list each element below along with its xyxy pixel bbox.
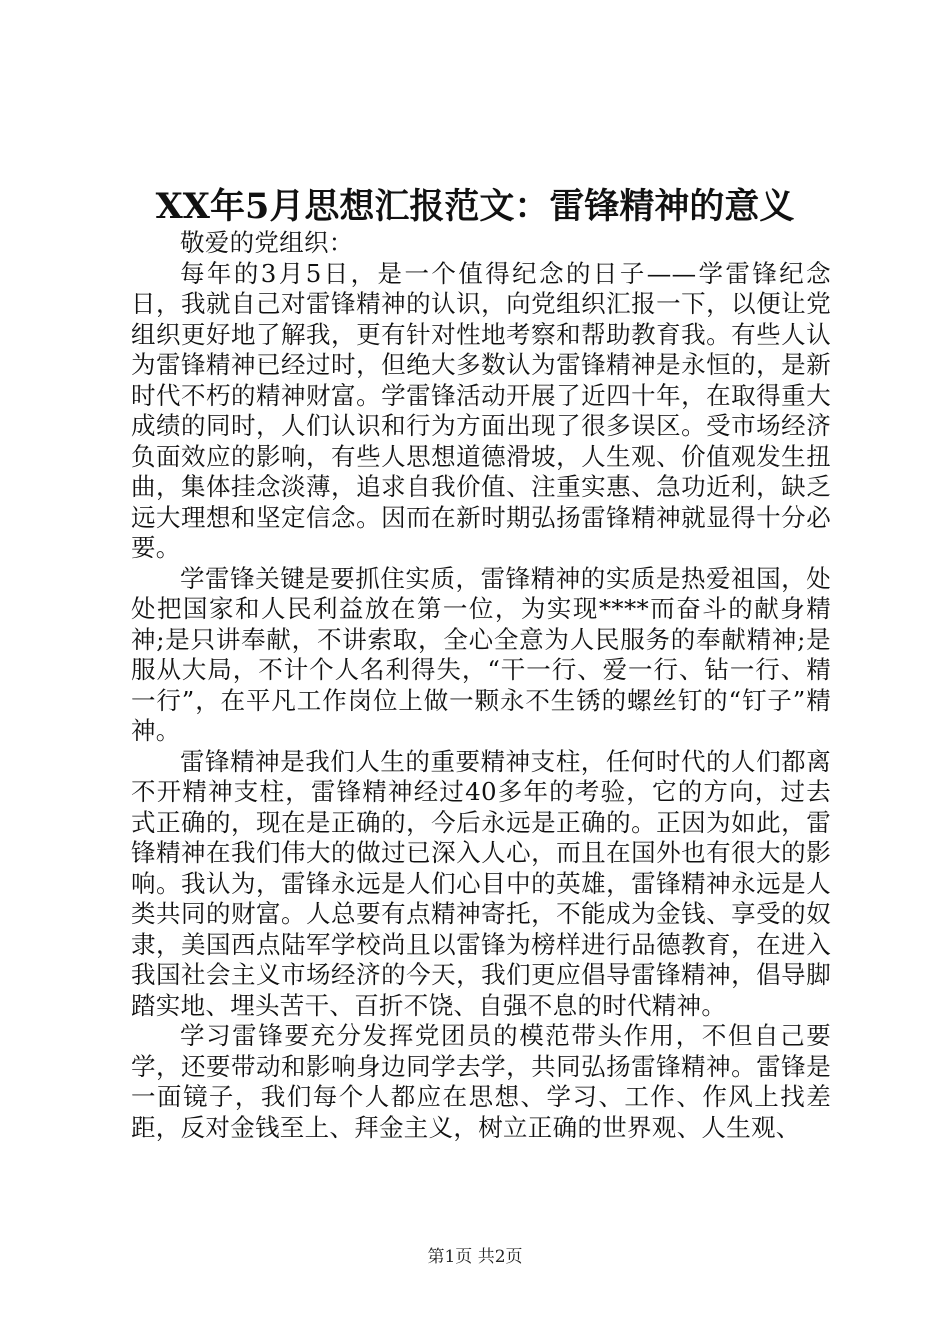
salutation: 敬爱的党组织： bbox=[180, 228, 354, 257]
paragraph-2: 学雷锋关键是要抓住实质，雷锋精神的实质是热爱祖国，处处把国家和人民利益放在第一位，为实现****而奋斗的献身精神;是只讲奉献，不讲索取，全心全意为人民服务的奉献精神;是服从大局，不计个人名利得失，“干一行、爱一行、钻一行、精一行”，在平凡工作岗位上做一颗永不生锈的螺丝钉的“钉子”精神。 bbox=[131, 563, 831, 745]
document-body bbox=[131, 228, 831, 1143]
paragraph-1: 每年的3月5日，是一个值得纪念的日子——学雷锋纪念日，我就自己对雷锋精神的认识，向党组织汇报一下，以便让党组织更好地了解我，更有针对性地考察和帮助教育我。有些人认为雷锋精神已经过时，但绝大多数认为雷锋精神是永恒的，是新时代不朽的精神财富。学雷锋活动开展了近四十年，在取得重大成绩的同时，人们认识和行为方面出现了很多误区。受市场经济负面效应的影响，有些人思想道德滑坡，人生观、价值观发生扭曲，集体挂念淡薄，追求自我价值、注重实惠、急功近利，缺乏远大理想和坚定信念。因而在新时期弘扬雷锋精神就显得十分必要。 bbox=[131, 258, 831, 562]
paragraph-3: 雷锋精神是我们人生的重要精神支柱，任何时代的人们都离不开精神支柱，雷锋精神经过40多年的考验，它的方向，过去式正确的，现在是正确的，今后永远是正确的。正因为如此，雷锋精神在我们伟大的做过已深入人心，而且在国外也有很大的影响。我认为，雷锋永远是人们心目中的英雄，雷锋精神永远是人类共同的财富。人总要有点精神寄托，不能成为金钱、享受的奴隶，美国西点陆军学校尚且以雷锋为榜样进行品德教育，在进入我国社会主义市场经济的今天，我们更应倡导雷锋精神，倡导脚踏实地、埋头苦干、百折不饶、自强不息的时代精神。 bbox=[131, 746, 831, 1020]
page-indicator: 第1页 共2页 bbox=[427, 1247, 523, 1267]
document-title: XX年5月思想汇报范文：雷锋精神的意义 bbox=[155, 186, 795, 227]
paragraph-4: 学习雷锋要充分发挥党团员的模范带头作用，不但自己要学，还要带动和影响身边同学去学，共同弘扬雷锋精神。雷锋是一面镜子，我们每个人都应在思想、学习、工作、作风上找差距，反对金钱至上、拜金主义，树立正确的世界观、人生观、 bbox=[131, 1021, 831, 1142]
